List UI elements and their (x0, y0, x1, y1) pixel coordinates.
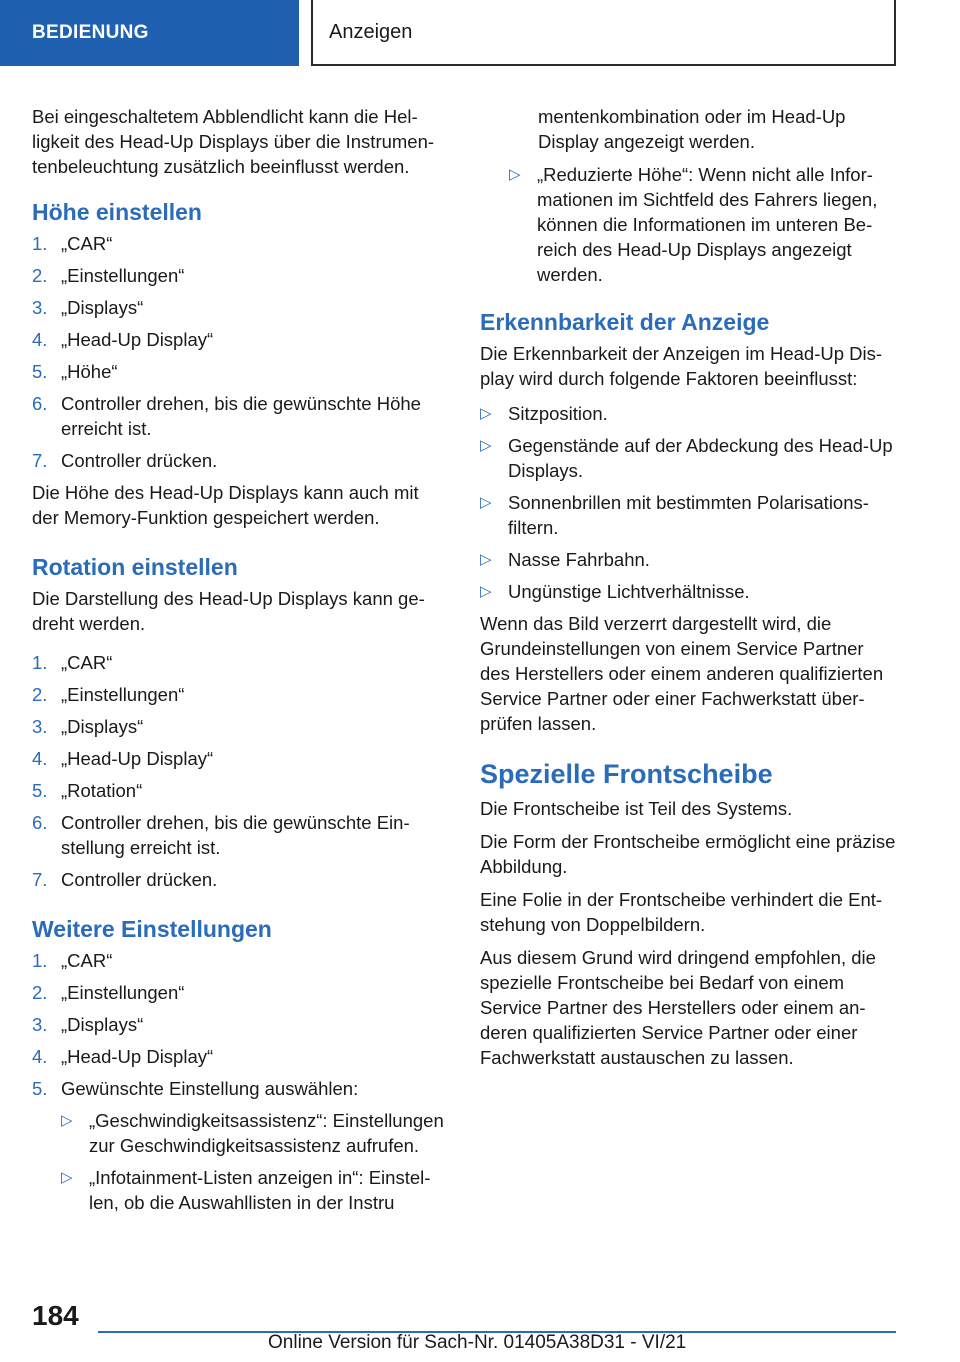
heading-rotation-einstellen: Rotation einstellen (32, 554, 238, 580)
list-item: 1. „CAR“ (32, 652, 113, 673)
list-item: ▷ „Infotainment-Listen anzeigen in“: Einstellen, ob die Auswahllisten in der Instru (61, 1167, 431, 1213)
list-item: ▷ Sonnenbrillen mit bestimmten Polarisationsfiltern. (480, 492, 869, 538)
list-item: 1. „CAR“ (32, 233, 113, 254)
list-item: 4. „Head-Up Display“ (32, 748, 214, 769)
list-item: 4. „Head-Up Display“ (32, 1046, 214, 1067)
heading-spezielle-frontscheibe: Spezielle Frontscheibe (480, 759, 773, 789)
sub-options-list-continued (509, 162, 898, 287)
triangle-bullet-icon: ▷ (480, 405, 492, 422)
list-item: 2. „Einstellungen“ (32, 982, 185, 1003)
list-item: 5. „Höhe“ (32, 361, 118, 382)
frontscheibe-p3: Eine Folie in der Frontscheibe verhindert die Entstehung von Doppelbildern. (480, 889, 883, 935)
steps-rotation (32, 650, 448, 892)
right-column (480, 104, 898, 1078)
list-item: ▷ Nasse Fahrbahn. (480, 549, 650, 570)
list-item: 4. „Head-Up Display“ (32, 329, 214, 350)
list-item: 2. „Einstellungen“ (32, 684, 185, 705)
page-number: 184 (32, 1300, 79, 1331)
erkennbarkeit-intro: Die Erkennbarkeit der Anzeigen im Head-Up Display wird durch folgende Faktoren beeinflusst: (480, 343, 883, 389)
factors-list (480, 401, 898, 604)
list-item: ▷ Ungünstige Lichtverhältnisse. (480, 581, 750, 602)
header-section-tab: BEDIENUNG (0, 0, 299, 66)
frontscheibe-p1: Die Frontscheibe ist Teil des Systems. (480, 798, 793, 819)
list-item: 3. „Displays“ (32, 1014, 144, 1035)
list-item: ▷ „Reduzierte Höhe“: Wenn nicht alle Informationen im Sichtfeld des Fahrers liegen, können die Informationen im unteren Bereich des Head-Up Displays angezeigt werden. (509, 164, 878, 285)
list-item: 5. „Rotation“ (32, 780, 143, 801)
triangle-bullet-icon: ▷ (480, 437, 492, 454)
list-item: 1. „CAR“ (32, 950, 113, 971)
list-item: ▷ Gegenstände auf der Abdeckung des Head-Up Displays. (480, 435, 893, 481)
intro-paragraph: Bei eingeschaltetem Abblendlicht kann die Helligkeit des Head-Up Displays über die Instrumentenbeleuchtung zusätzlich beeinflusst werden. (32, 106, 435, 177)
list-item: 6. Controller drehen, bis die gewünschte Höhe erreicht ist. (32, 393, 421, 439)
list-item: 7. Controller drücken. (32, 869, 218, 890)
triangle-bullet-icon: ▷ (480, 583, 492, 600)
list-item: 5. Gewünschte Einstellung auswählen: (32, 1078, 359, 1099)
list-item: 3. „Displays“ (32, 716, 144, 737)
left-column (32, 104, 448, 1222)
triangle-bullet-icon: ▷ (509, 166, 521, 183)
list-item: 3. „Displays“ (32, 297, 144, 318)
erkennbarkeit-note: Wenn das Bild verzerrt dargestellt wird, die Grundeinstellungen von einem Service Partner des Herstellers oder einem anderen qualifizierten Service Partner oder einer Fachwerkstatt überprüfen lassen. (480, 613, 884, 734)
triangle-bullet-icon: ▷ (61, 1169, 73, 1186)
footer-version-text: Online Version für Sach-Nr. 01405A38D31 - VI/21 (268, 1332, 687, 1353)
frontscheibe-p2: Die Form der Frontscheibe ermöglicht eine präzise Abbildung. (480, 831, 896, 877)
list-item: ▷ Sitzposition. (480, 403, 608, 424)
list-item: ▷ „Geschwindigkeitsassistenz“: Einstellungen zur Geschwindigkeitsassistenz aufrufen. (61, 1110, 444, 1156)
header-chapter-title: Anzeigen (311, 0, 896, 66)
list-item: 7. Controller drücken. (32, 450, 218, 471)
memory-note: Die Höhe des Head-Up Displays kann auch mit der Memory-Funktion gespeichert werden. (32, 482, 419, 528)
list-item: 2. „Einstellungen“ (32, 265, 185, 286)
triangle-bullet-icon: ▷ (480, 494, 492, 511)
continuation-text: mentenkombination oder im Head-Up Display angezeigt werden. (538, 106, 846, 152)
sub-options-list (61, 1108, 448, 1215)
heading-erkennbarkeit: Erkennbarkeit der Anzeige (480, 309, 770, 335)
triangle-bullet-icon: ▷ (61, 1112, 73, 1129)
heading-hoehe-einstellen: Höhe einstellen (32, 199, 202, 225)
steps-hoehe (32, 231, 448, 473)
steps-weitere (32, 948, 448, 1101)
list-item: 6. Controller drehen, bis die gewünschte Einstellung erreicht ist. (32, 812, 410, 858)
frontscheibe-p4: Aus diesem Grund wird dringend empfohlen, die spezielle Frontscheibe bei Bedarf von einem Service Partner des Herstellers oder einem anderen qualifizierten Service Partner oder einer Fachwerkstatt austauschen zu lassen. (480, 947, 876, 1068)
heading-weitere-einstellungen: Weitere Einstellungen (32, 916, 272, 942)
rotation-intro: Die Darstellung des Head-Up Displays kann gedreht werden. (32, 588, 425, 634)
triangle-bullet-icon: ▷ (480, 551, 492, 568)
